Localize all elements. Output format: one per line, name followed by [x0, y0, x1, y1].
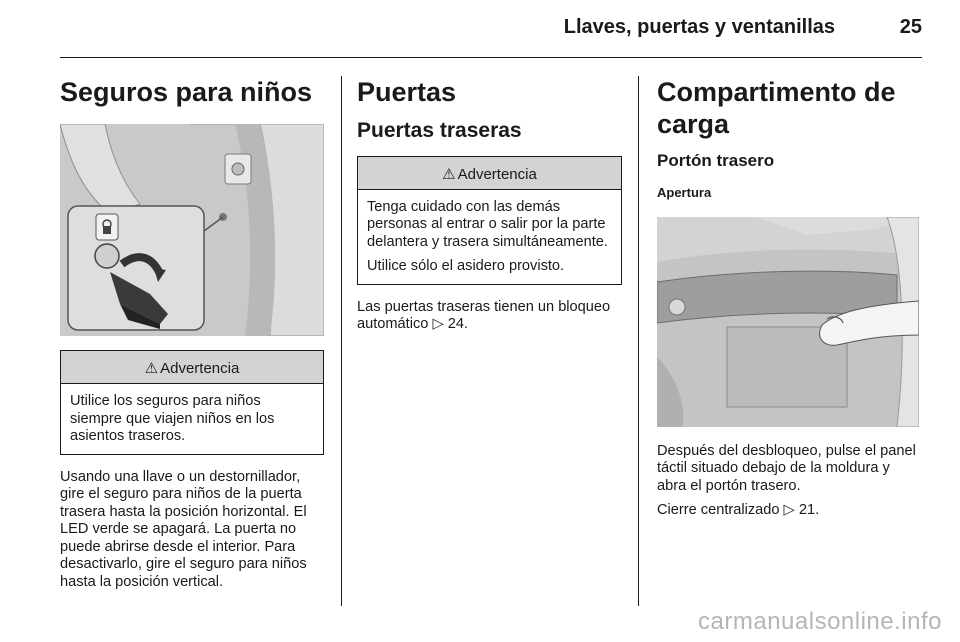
warning-box — [357, 156, 622, 285]
warning-body — [61, 384, 323, 454]
body-text-span: Cierre centralizado — [657, 502, 780, 519]
section-heading: Compartimento de carga — [657, 77, 896, 140]
body-text: Usando una llave o un destornillador, gire el seguro para niños de la puerta trasera hasta la posición horizontal. El LED verde se apagará. La puerta no puede abrirse desde el interior. Para desactivarlo, gire el seguro para niños hasta la posición vertical. — [60, 468, 307, 590]
child-lock-drawing — [60, 124, 324, 336]
subsection-heading: Portón trasero — [657, 150, 775, 170]
warning-header — [358, 157, 621, 190]
header-title: Llaves, puertas y ventanillas — [563, 16, 835, 38]
warning-triangle-icon: ⚠ — [442, 165, 456, 183]
warning-triangle-icon: ⚠ — [144, 360, 159, 378]
page-number: 25 — [899, 16, 922, 38]
header-rule — [60, 57, 922, 58]
warning-text: Tenga cuidado con las demás personas al entrar o salir por la parte delantera y trasera simultáneamente. — [367, 198, 608, 250]
warning-header — [61, 351, 323, 384]
page-ref[interactable]: 24. — [447, 316, 469, 333]
subsection-heading: Puertas traseras — [357, 119, 522, 143]
column-child-locks — [60, 70, 324, 591]
body-text: Después del desbloqueo, pulse el panel táctil situado debajo de la moldura y abra el portón trasero. — [657, 442, 916, 494]
warning-box — [60, 350, 324, 455]
subsubsection-heading: Apertura — [657, 185, 712, 201]
section-heading: Seguros para niños — [60, 77, 313, 107]
watermark: carmanualsonline.info — [698, 608, 942, 635]
column-doors — [357, 70, 622, 334]
tailgate-illustration — [657, 217, 919, 427]
column-divider-2 — [638, 76, 639, 606]
body-text — [657, 502, 920, 520]
tailgate-drawing — [657, 217, 919, 427]
page-ref-icon: ▷ — [432, 316, 444, 333]
warning-text: Utilice sólo el asidero provisto. — [367, 258, 565, 275]
warning-body — [358, 190, 621, 284]
warning-label: Advertencia — [457, 165, 537, 183]
column-divider-1 — [341, 76, 342, 606]
warning-label: Advertencia — [160, 360, 240, 378]
warning-text: Utilice los seguros para niños siempre que viajen niños en los asientos traseros. — [70, 393, 275, 445]
page-ref[interactable]: 21. — [798, 502, 820, 519]
body-text-span: Las puertas traseras tienen un bloqueo automático — [357, 298, 611, 333]
page-ref-icon: ▷ — [783, 502, 795, 519]
child-lock-illustration — [60, 124, 324, 336]
column-cargo — [657, 70, 920, 520]
body-text — [357, 299, 622, 334]
section-heading: Puertas — [357, 77, 457, 107]
